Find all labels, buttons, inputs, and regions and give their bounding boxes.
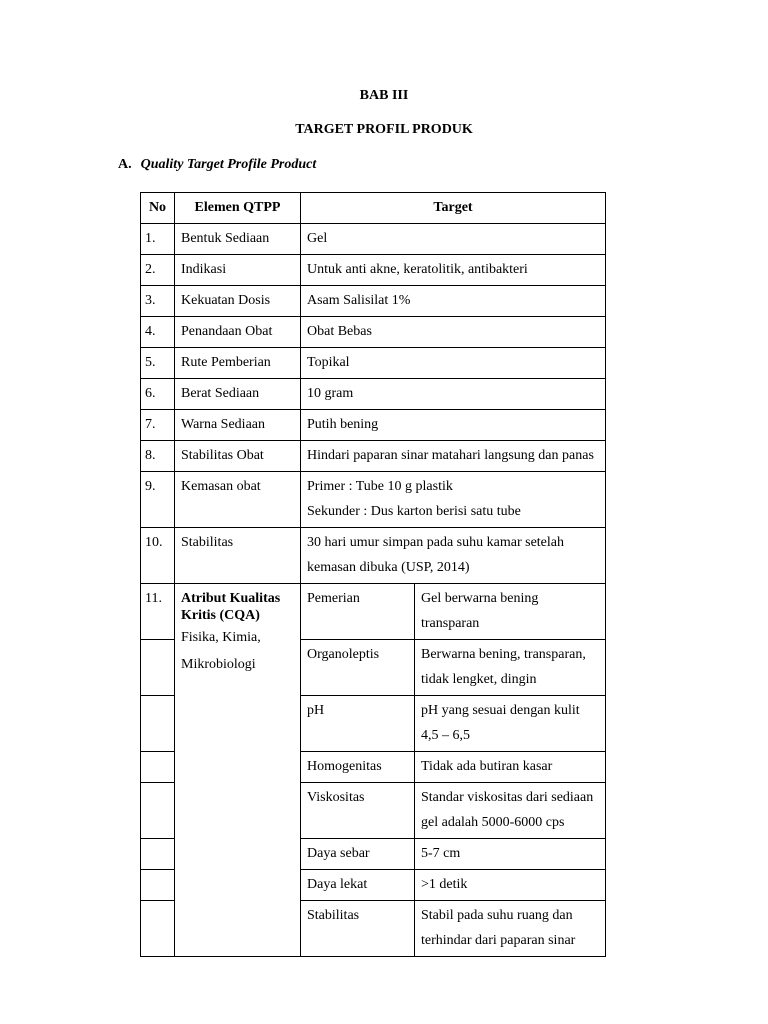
header-element: Elemen QTPP — [175, 193, 301, 224]
row-target — [301, 472, 606, 528]
header-target: Target — [301, 193, 606, 224]
chapter-heading: BAB III — [359, 88, 409, 103]
table-row — [141, 379, 606, 410]
cqa-attribute-name: Homogenitas — [301, 752, 415, 783]
cqa-attribute-value: Stabil pada suhu ruang dan terhindar dari paparan sinar — [415, 901, 606, 957]
row-element: Bentuk Sediaan — [175, 224, 301, 255]
section-letter: A. — [118, 157, 132, 172]
row-target: Hindari paparan sinar matahari langsung dan panas — [301, 441, 606, 472]
qtpp-table — [140, 192, 606, 957]
row-no: 5. — [141, 348, 175, 379]
cqa-element-cell — [175, 584, 301, 957]
cqa-attribute-value: Standar viskositas dari sediaan gel adalah 5000-6000 cps — [415, 783, 606, 839]
cqa-attribute-value: 5-7 cm — [415, 839, 606, 870]
row-no: 1. — [141, 224, 175, 255]
row-target: Putih bening — [301, 410, 606, 441]
table-row — [141, 224, 606, 255]
cqa-attribute-name: Daya sebar — [301, 839, 415, 870]
table-row — [141, 317, 606, 348]
row-no-empty — [141, 870, 175, 901]
row-no-empty — [141, 783, 175, 839]
row-target: 30 hari umur simpan pada suhu kamar setelah kemasan dibuka (USP, 2014) — [301, 528, 606, 584]
target-line-secondary: Sekunder : Dus karton berisi satu tube — [307, 504, 521, 519]
row-element: Rute Pemberian — [175, 348, 301, 379]
target-line-primary: Primer : Tube 10 g plastik — [307, 479, 453, 494]
page-title: TARGET PROFIL PRODUK — [295, 122, 473, 137]
row-target: Asam Salisilat 1% — [301, 286, 606, 317]
row-no: 11. — [141, 584, 175, 640]
row-no: 10. — [141, 528, 175, 584]
row-element: Kemasan obat — [175, 472, 301, 528]
cqa-attribute-name: Organoleptis — [301, 640, 415, 696]
row-target: Untuk anti akne, keratolitik, antibakteri — [301, 255, 606, 286]
row-no: 8. — [141, 441, 175, 472]
section-heading — [118, 157, 316, 173]
cqa-subtitle: Fisika, Kimia, Mikrobiologi — [181, 630, 261, 672]
cqa-attribute-name: Stabilitas — [301, 901, 415, 957]
table-row — [141, 441, 606, 472]
table-row-cqa — [141, 584, 606, 640]
table-row — [141, 286, 606, 317]
row-target: Topikal — [301, 348, 606, 379]
cqa-attribute-value: >1 detik — [415, 870, 606, 901]
row-no-empty — [141, 901, 175, 957]
table-row — [141, 348, 606, 379]
cqa-attribute-value: pH yang sesuai dengan kulit 4,5 – 6,5 — [415, 696, 606, 752]
row-no-empty — [141, 752, 175, 783]
row-no: 7. — [141, 410, 175, 441]
row-no: 6. — [141, 379, 175, 410]
row-element: Berat Sediaan — [175, 379, 301, 410]
cqa-attribute-value: Berwarna bening, transparan, tidak lengket, dingin — [415, 640, 606, 696]
row-no: 4. — [141, 317, 175, 348]
cqa-attribute-name: pH — [301, 696, 415, 752]
cqa-attribute-value: Gel berwarna bening transparan — [415, 584, 606, 640]
row-no-empty — [141, 839, 175, 870]
row-element: Penandaan Obat — [175, 317, 301, 348]
row-no: 3. — [141, 286, 175, 317]
row-element: Stabilitas — [175, 528, 301, 584]
cqa-attribute-value: Tidak ada butiran kasar — [415, 752, 606, 783]
section-title: Quality Target Profile Product — [140, 157, 317, 172]
row-no: 9. — [141, 472, 175, 528]
table-row — [141, 410, 606, 441]
row-no-empty — [141, 640, 175, 696]
row-target: Obat Bebas — [301, 317, 606, 348]
cqa-attribute-name: Daya lekat — [301, 870, 415, 901]
row-element: Stabilitas Obat — [175, 441, 301, 472]
row-no-empty — [141, 696, 175, 752]
cqa-attribute-name: Pemerian — [301, 584, 415, 640]
table-row — [141, 472, 606, 528]
row-target: Gel — [301, 224, 606, 255]
row-element: Indikasi — [175, 255, 301, 286]
row-element: Kekuatan Dosis — [175, 286, 301, 317]
row-target: 10 gram — [301, 379, 606, 410]
cqa-attribute-name: Viskositas — [301, 783, 415, 839]
row-element: Warna Sediaan — [175, 410, 301, 441]
cqa-title: Atribut Kualitas Kritis (CQA) — [181, 591, 281, 623]
row-no: 2. — [141, 255, 175, 286]
table-row — [141, 528, 606, 584]
header-no: No — [141, 193, 175, 224]
table-row — [141, 255, 606, 286]
table-header-row — [141, 193, 606, 224]
